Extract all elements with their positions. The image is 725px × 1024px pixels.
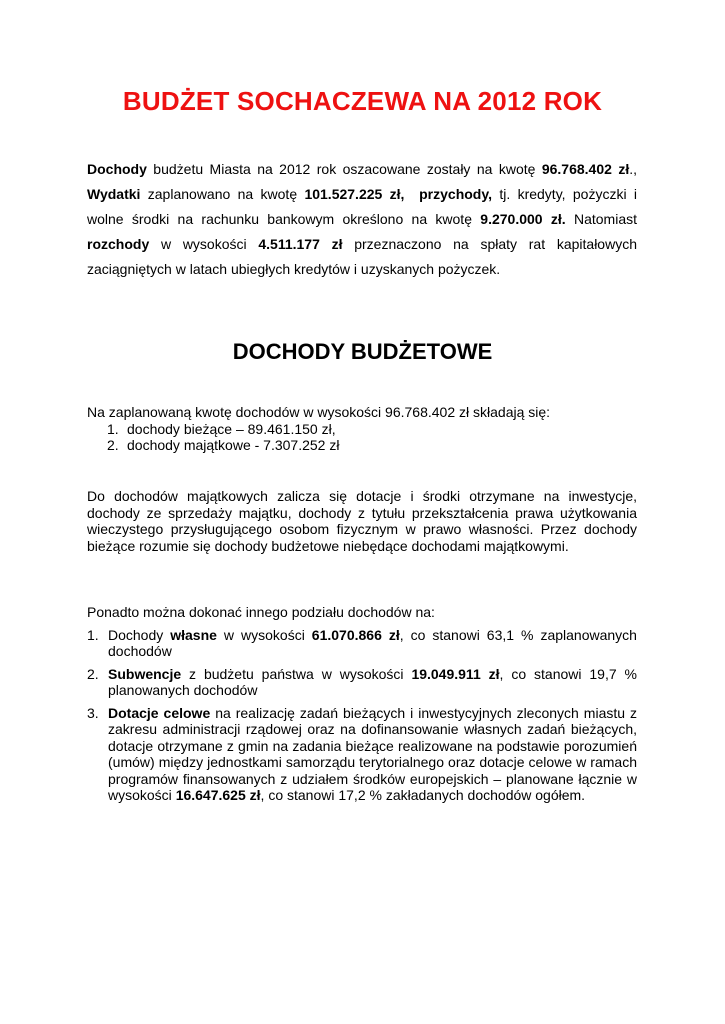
intro-dochody-label: Dochody [87, 161, 147, 177]
list-item-number: 3. [87, 704, 99, 721]
intro-wydatki-amount: 101.527.225 zł, [304, 186, 405, 202]
intro-text-5: Natomiast [565, 211, 637, 227]
list-item-post: , co stanowi 19,7 % planowanych dochodów [108, 665, 637, 698]
intro-rozchody-amount: 4.511.177 zł [258, 236, 343, 252]
list-item-text: dochody bieżące – 89.461.150 zł, [127, 420, 336, 437]
definition-block [87, 488, 637, 554]
list-item [87, 705, 637, 804]
list-item-bold: Dotacje celowe [108, 704, 211, 721]
other-split-block [87, 604, 637, 810]
list-item-mid: w wysokości [216, 626, 312, 643]
intro-wydatki-label: Wydatki [87, 186, 141, 202]
list-item [87, 437, 637, 454]
list-item-post: , co stanowi 17,2 % zakładanych dochodów ogółem. [260, 787, 586, 803]
planned-income-lead: Na zaplanowaną kwotę dochodów w wysokości 96.768.402 zł składają się: [87, 404, 551, 420]
list-item [87, 666, 637, 699]
list-item-pre: Dochody [108, 626, 171, 643]
intro-gap [404, 186, 419, 202]
list-item-number: 1. [107, 420, 119, 437]
planned-income-list [87, 421, 637, 454]
list-item-mid: z budżetu państwa w wysokości [181, 665, 412, 682]
definition-paragraph: Do dochodów majątkowych zalicza się dotacje i środki otrzymane na inwestycje, dochody ze sprzedaży majątku, dochody z tytułu przekształcenia prawa użytkowania wieczystego przysługującego osobom fizycznym w prawo własności. Przez dochody bieżące rozumie się dochody budżetowe niebędące dochodami majątkowymi. [87, 488, 637, 554]
intro-text-2: ., [629, 161, 637, 177]
list-item-number: 2. [87, 665, 99, 682]
intro-paragraph [87, 157, 637, 282]
intro-text-1: budżetu Miasta na 2012 rok oszacowane zostały na kwotę [146, 161, 542, 177]
list-item-amount: 61.070.866 zł [311, 626, 400, 643]
other-split-list [87, 627, 637, 804]
intro-text-4: tj. kredyty, pożyczki i wolne środki na rachunku bankowym określono na kwotę [87, 186, 638, 227]
list-item-amount: 16.647.625 zł [175, 787, 261, 803]
planned-income-block [87, 404, 637, 454]
list-item-amount: 19.049.911 zł [411, 665, 500, 682]
other-split-lead: Ponadto można dokonać innego podziału dochodów na: [87, 604, 435, 620]
list-item [87, 627, 637, 660]
intro-przychody-label: przychody, [419, 186, 492, 202]
list-item-mid: na realizację zadań bieżących i inwestycyjnych zleconych miastu z zakresu administracji rządowej oraz na dofinansowanie własnych zadań bieżących, dotacje otrzymane z gmin na zadania bieżące realizowane na podstawie porozumień (umów) między jednostkami samorządu terytorialnego oraz dotacje celowe w ramach programów finansowanych z udziałem środków europejskich – planowane łącznie w wysokości [108, 704, 637, 803]
list-item-bold: Subwencje [108, 665, 182, 682]
list-item-text: dochody majątkowe - 7.307.252 zł [127, 437, 340, 453]
intro-rozchody-label: rozchody [87, 236, 150, 252]
intro-przychody-amount: 9.270.000 zł. [480, 211, 566, 227]
intro-text-3: zaplanowano na kwotę [140, 186, 305, 202]
document-title: BUDŻET SOCHACZEWA NA 2012 ROK [122, 86, 603, 116]
list-item [87, 421, 637, 438]
list-item-number: 2. [107, 437, 119, 453]
intro-text-6: w wysokości [149, 236, 259, 252]
list-item-post: , co stanowi 63,1 % zaplanowanych dochodów [108, 626, 637, 659]
section-heading: DOCHODY BUDŻETOWE [232, 339, 493, 364]
list-item-number: 1. [87, 626, 99, 643]
intro-text-7: przeznaczono na spłaty rat kapitałowych zaciągniętych w latach ubiegłych kredytów i uzyskanych pożyczek. [87, 236, 637, 277]
list-item-bold: własne [170, 626, 217, 643]
intro-dochody-amount: 96.768.402 zł [541, 161, 630, 177]
